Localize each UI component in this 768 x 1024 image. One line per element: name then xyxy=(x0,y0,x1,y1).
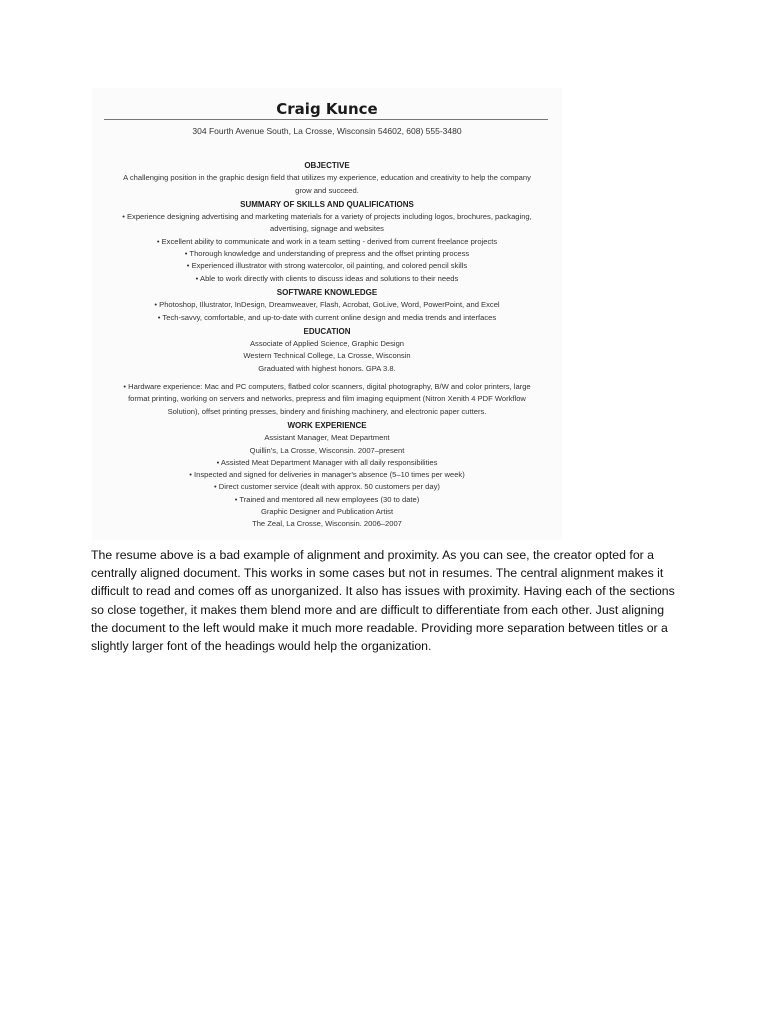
education-heading: EDUCATION xyxy=(303,326,351,336)
skills-heading: SUMMARY OF SKILLS AND QUALIFICATIONS xyxy=(240,199,414,209)
objective-line: grow and succeed. xyxy=(295,185,359,195)
commentary-paragraph: The resume above is a bad example of alignment and proximity. As you can see, the creator opted for a centrally aligned document. This works in some cases but not in resumes. The central alignment makes it difficult to read and comes off as unorganized. It also has issues with proximity. Having each of the sections so close together, it makes them blend more and are difficult to differentiate from each other. Just aligning the document to the left would make it much more readable. Providing more separation between titles or a slightly larger font of the headings would help the organization. xyxy=(91,548,675,654)
resume-body xyxy=(106,158,548,531)
resume-name: Craig Kunce xyxy=(276,100,378,118)
skills-line: • Thorough knowledge and understanding of prepress and the offset printing process xyxy=(184,249,470,259)
objective-heading: OBJECTIVE xyxy=(304,161,350,170)
work-line: • Trained and mentored all new employees (30 to date) xyxy=(234,494,420,504)
skills-line: • Excellent ability to communicate and work in a team setting - derived from current freelance projects xyxy=(156,236,498,246)
work-line: The Zeal, La Crosse, Wisconsin. 2006–2007 xyxy=(252,519,402,529)
work-line: Quillin's, La Crosse, Wisconsin. 2007–present xyxy=(249,445,405,455)
education-line: Graduated with highest honors. GPA 3.8. xyxy=(258,363,396,373)
work-line: Assistant Manager, Meat Department xyxy=(264,433,390,443)
skills-line: • Experienced illustrator with strong watercolor, oil painting, and colored pencil skills xyxy=(186,261,468,271)
work-line: • Assisted Meat Department Manager with all daily responsibilities xyxy=(216,457,438,467)
resume-image xyxy=(92,88,562,540)
name-rule xyxy=(104,119,548,120)
resume-address: 304 Fourth Avenue South, La Crosse, Wisconsin 54602, 608) 555-3480 xyxy=(192,126,462,136)
work-heading: WORK EXPERIENCE xyxy=(287,420,367,430)
software-line: • Tech-savvy, comfortable, and up-to-date with current online design and media trends and interfaces xyxy=(157,312,497,322)
education-line: Solution), offset printing presses, bindery and finishing machinery, and electronic paper cutters. xyxy=(167,406,487,416)
education-line: • Hardware experience: Mac and PC computers, flatbed color scanners, digital photography, B/W and color printers, large xyxy=(123,382,531,392)
skills-line: • Experience designing advertising and marketing materials for a variety of projects including logos, brochures, packaging, xyxy=(122,212,532,222)
skills-line: • Able to work directly with clients to discuss ideas and solutions to their needs xyxy=(195,273,459,283)
skills-line: advertising, signage and websites xyxy=(270,224,384,234)
objective-line: A challenging position in the graphic design field that utilizes my experience, education and creativity to help the company xyxy=(123,173,531,183)
education-line: Western Technical College, La Crosse, Wisconsin xyxy=(243,351,411,361)
work-line: • Direct customer service (dealt with approx. 50 customers per day) xyxy=(214,482,440,492)
software-heading: SOFTWARE KNOWLEDGE xyxy=(276,287,378,297)
education-line: format printing, working on servers and networks, prepress and film imaging equipment (Nitron Xenith 4 PDF Workflow xyxy=(128,394,526,404)
software-line: • Photoshop, Illustrator, InDesign, Dreamweaver, Flash, Acrobat, GoLive, Word, PowerPoint, and Excel xyxy=(154,300,500,310)
work-line: • Inspected and signed for deliveries in manager's absence (5–10 times per week) xyxy=(189,470,465,480)
education-line: Associate of Applied Science, Graphic Design xyxy=(249,339,405,349)
work-line: Graphic Designer and Publication Artist xyxy=(260,507,394,517)
